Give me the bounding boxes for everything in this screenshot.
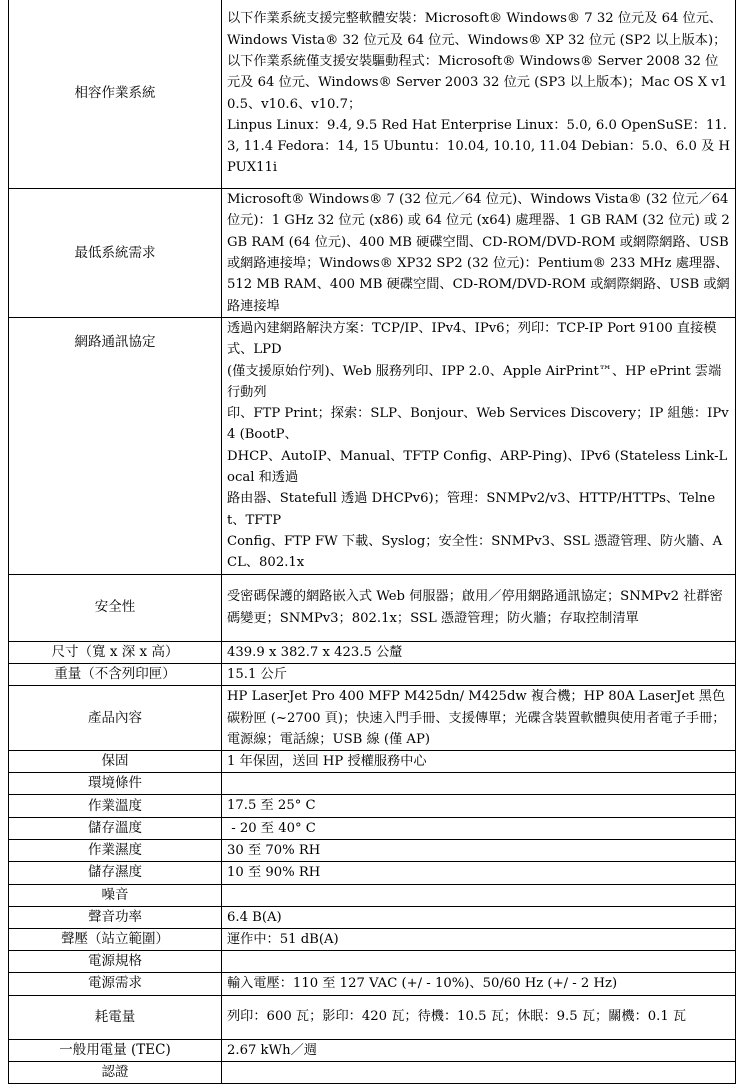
row-label: 產品內容 [9,686,222,751]
value-line: Config、FTP FW 下載、Syslog；安全性：SNMPv3、SSL 憑證管理、防火牆、ACL、802.1x [227,533,723,571]
row-label: 儲存溫度 [9,817,222,839]
row-label: 一般用電量 (TEC) [9,1039,222,1061]
table-row [9,995,736,1039]
table-row [9,862,736,884]
row-label: 尺寸（寬 x 深 x 高） [9,641,222,663]
table-row [9,641,736,663]
spec-table [8,0,736,1084]
value-line: DHCP、AutoIP、Manual、TFTP Config、ARP-Ping)、IPv6 (Stateless Link-Local 和透過 [227,448,728,486]
row-value: 17.5 至 25° C [222,795,736,817]
value-line: 透過內建網路解決方案：TCP/IP、IPv4、IPv6；列印：TCP-IP Port 9100 直接模式、LPD [227,321,717,358]
row-label: 最低系統需求 [9,189,222,318]
row-label: 聲音功率 [9,906,222,928]
value-line: Linpus Linux：9.4, 9.5 Red Hat Enterprise Linux：5.0, 6.0 OpenSuSE：11.3, 11.4 Fedora：14, 15 Ubuntu：10.04, 10.10, 11.04 Debian：5.0、6.0 及 HPUX11i [227,117,730,176]
row-value [222,0,736,189]
row-label: 重量（不含列印匣） [9,663,222,685]
row-value [222,773,736,795]
table-row [9,751,736,773]
row-value [222,884,736,906]
table-row [9,973,736,995]
row-label: 聲壓（站立範圍） [9,928,222,950]
table-row [9,951,736,973]
value-line: (僅支援原始佇列)、Web 服務列印、IPP 2.0、Apple AirPrint™、HP ePrint 雲端行動列 [227,363,722,400]
table-row [9,0,736,189]
row-value [222,318,736,575]
row-label: 電源規格 [9,951,222,973]
row-value [222,574,736,641]
row-label: 網路通訊協定 [9,318,222,575]
row-value [222,189,736,318]
row-label: 環境條件 [9,773,222,795]
table-row [9,663,736,685]
row-value: 15.1 公斤 [222,663,736,685]
row-label: 作業溫度 [9,795,222,817]
row-value: - 20 至 40° C [222,817,736,839]
table-row [9,574,736,641]
table-row [9,817,736,839]
row-value: 6.4 B(A) [222,906,736,928]
value-line: 路由器、Statefull 透過 DHCPv6)；管理：SNMPv2/v3、HTTP/HTTPs、Telnet、TFTP [227,491,716,528]
row-label: 作業濕度 [9,840,222,862]
row-value: 30 至 70% RH [222,840,736,862]
row-label: 保固 [9,751,222,773]
row-label: 電源需求 [9,973,222,995]
value-line: HP LaserJet Pro 400 MFP M425dn/ M425dw 複合機；HP 80A LaserJet 黑色碳粉匣 (~2700 頁)；快速入門手冊、支援傳單；光碟含裝置軟體與使用者電子手冊；電源線；電話線；USB 線 (僅 AP) [227,689,726,747]
table-row [9,906,736,928]
row-value [222,951,736,973]
row-value [222,1061,736,1083]
row-value: 輸入電壓：110 至 127 VAC (+/ - 10%)、50/60 Hz (+/ - 2 Hz) [222,973,736,995]
row-label: 安全性 [9,574,222,641]
table-row [9,928,736,950]
row-value [222,686,736,751]
row-label: 相容作業系統 [9,0,222,189]
value-line: Microsoft® Windows® 7 (32 位元／64 位元)、Windows Vista® (32 位元／64 位元)：1 GHz 32 位元 (x86) 或 64 位元 (x64) 處理器、1 GB RAM (32 位元) 或 2 GB RAM (64 位元)、400 MB 硬碟空間、CD-ROM/DVD-ROM 或網際網路、USB 或網路連接埠；Windows® XP32 SP2 (32 位元)：Pentium® 233 MHz 處理器、512 MB RAM、400 MB 硬碟空間、CD-ROM/DVD-ROM 或網際網路、USB 或網路連接埠 [227,192,730,314]
table-row [9,840,736,862]
row-value: 2.67 kWh／週 [222,1039,736,1061]
row-label: 噪音 [9,884,222,906]
table-row [9,1061,736,1083]
table-row [9,318,736,575]
row-label: 認證 [9,1061,222,1083]
row-label: 儲存濕度 [9,862,222,884]
row-value: 列印：600 瓦；影印：420 瓦；待機：10.5 瓦；休眠：9.5 瓦；關機：0.1 瓦 [222,995,736,1039]
value-line: 受密碼保護的網路嵌入式 Web 伺服器；啟用／停用網路通訊協定；SNMPv2 社群密碼變更；SNMPv3；802.1x；SSL 憑證管理；防火牆；存取控制清單 [227,589,723,626]
row-value: 運作中：51 dB(A) [222,928,736,950]
table-row [9,686,736,751]
value-line: 以下作業系統僅支援安裝驅動程式：Microsoft® Windows® Server 2008 32 位元及 64 位元、Windows® Server 2003 32 位元 (SP3 以上版本)；Mac OS X v10.5、v10.6、v10.7； [227,53,728,112]
table-row [9,773,736,795]
row-label: 耗電量 [9,995,222,1039]
value-line: 以下作業系統支援完整軟體安裝：Microsoft® Windows® 7 32 位元及 64 位元、Windows Vista® 32 位元及 64 位元、Windows® XP 32 位元 (SP2 以上版本)； [227,11,727,48]
table-row [9,189,736,318]
table-row [9,795,736,817]
row-value: 439.9 x 382.7 x 423.5 公釐 [222,641,736,663]
table-row [9,1039,736,1061]
table-row [9,884,736,906]
row-value: 10 至 90% RH [222,862,736,884]
value-line: 印、FTP Print；探索：SLP、Bonjour、Web Services Discovery；IP 組態：IPv4 (BootP、 [227,406,729,443]
row-value: 1 年保固，送回 HP 授權服務中心 [222,751,736,773]
